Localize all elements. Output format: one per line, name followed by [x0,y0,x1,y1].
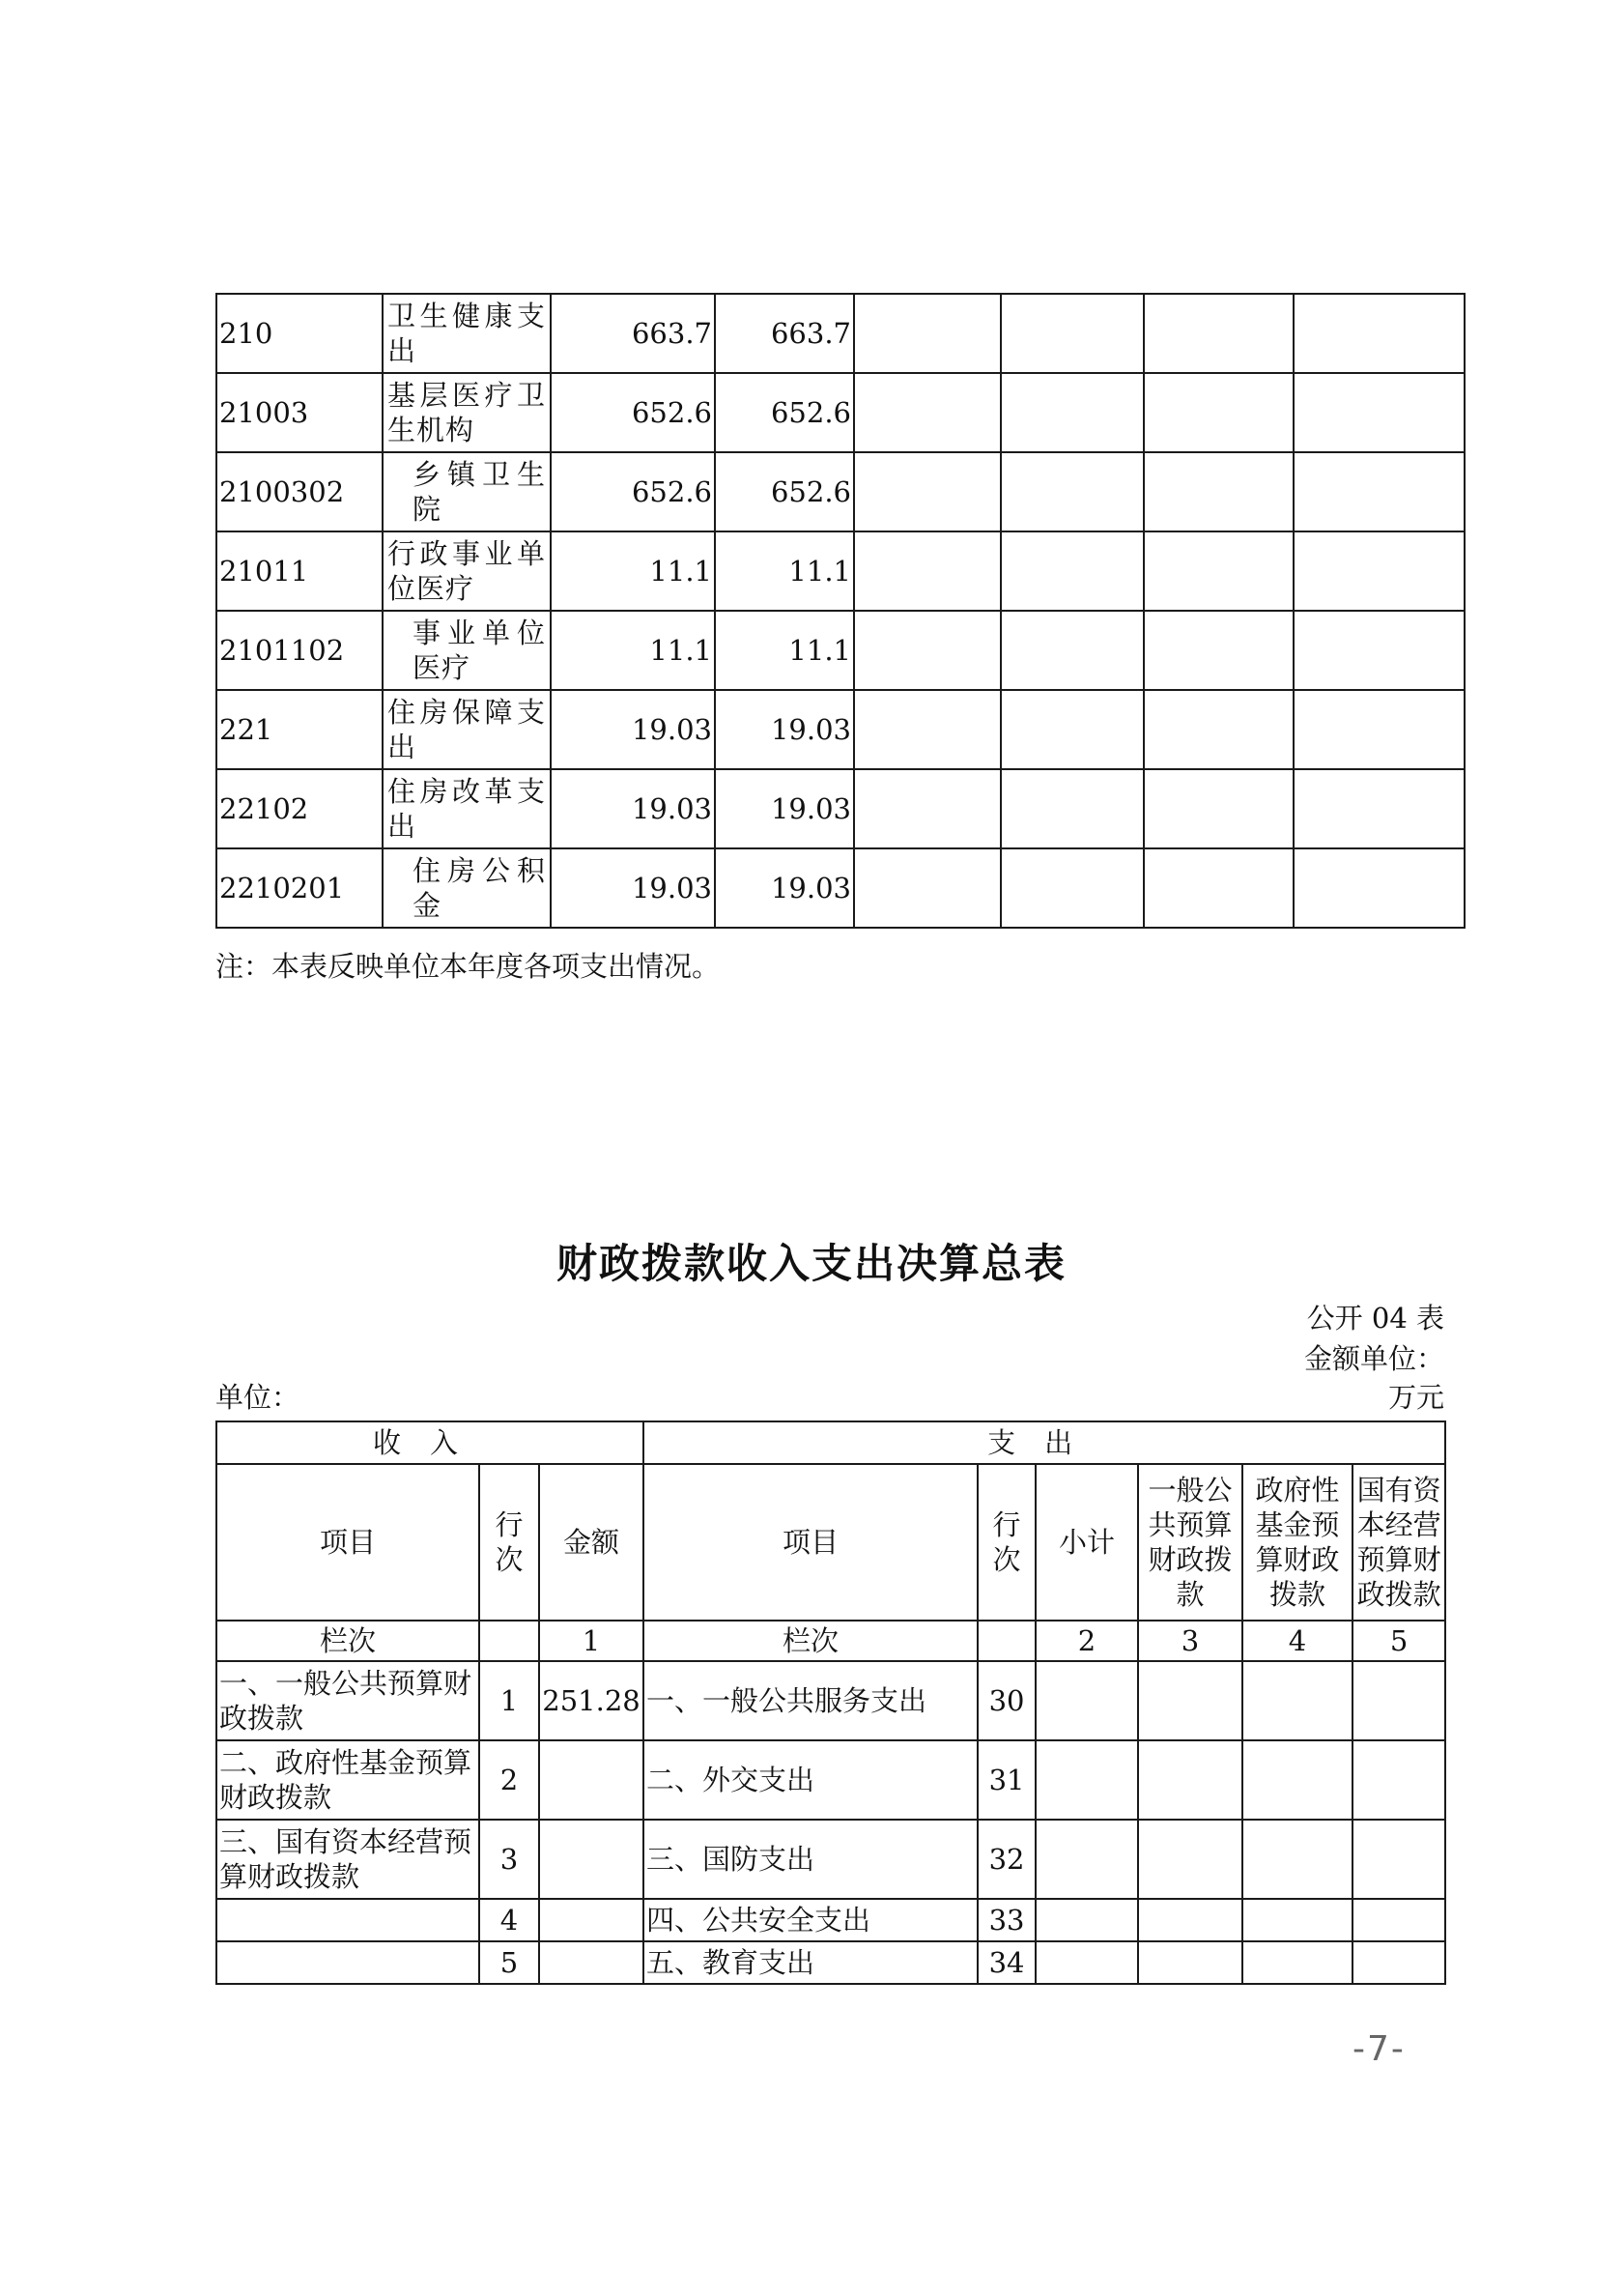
amount-unit-label: 金额单位： [1303,1342,1444,1375]
empty-cell [1294,690,1465,769]
subject-code: 2100302 [216,452,383,531]
empty-cell [1242,1820,1352,1899]
expense-row-no: 33 [978,1899,1036,1941]
subject-code: 21003 [216,373,383,452]
empty-cell [1294,769,1465,848]
table-row [216,769,1465,848]
income-item: 一、一般公共预算财政拨款 [216,1661,479,1740]
subject-name: 基层医疗卫生机构 [383,373,551,452]
empty-cell [1138,1820,1242,1899]
income-item: 二、政府性基金预算财政拨款 [216,1740,479,1820]
empty-cell [1138,1941,1242,1984]
empty-cell [1294,848,1465,928]
empty-cell [1294,294,1465,373]
expense-item: 三、国防支出 [643,1820,978,1899]
general-budget-header: 一般公共预算财政拨款 [1138,1464,1242,1621]
empty-cell [854,611,1001,690]
income-row-no: 2 [479,1740,539,1820]
basic-expense-amount: 11.1 [715,611,854,690]
empty-cell [1001,452,1144,531]
page-title: 财政拨款收入支出决算总表 [555,1240,1067,1287]
income-item: 三、国有资本经营预算财政拨款 [216,1820,479,1899]
empty-cell [1352,1899,1445,1941]
subject-code: 2210201 [216,848,383,928]
income-row-no: 1 [479,1661,539,1740]
income-amount-header: 金额 [539,1464,643,1621]
subject-name: 乡镇卫生院 [383,452,551,531]
subject-name: 卫生健康支出 [383,294,551,373]
empty-cell [1138,1899,1242,1941]
empty-cell [1294,373,1465,452]
total-amount: 11.1 [551,611,715,690]
income-item [216,1941,479,1984]
column-index: 2 [1036,1621,1138,1661]
empty-cell [1144,769,1294,848]
basic-expense-amount: 11.1 [715,531,854,611]
table-row [216,848,1465,928]
column-index: 3 [1138,1621,1242,1661]
empty-cell [1001,294,1144,373]
income-amount [539,1740,643,1820]
income-row-no: 5 [479,1941,539,1984]
expense-row-no: 30 [978,1661,1036,1740]
expense-row-no: 34 [978,1941,1036,1984]
empty-cell [1138,1740,1242,1820]
income-row-no-header: 行次 [479,1464,539,1621]
empty-cell [1036,1941,1138,1984]
empty-cell [854,294,1001,373]
section-header-row [216,1421,1445,1464]
empty-cell [1138,1661,1242,1740]
income-amount [539,1899,643,1941]
column-header-row [216,1464,1445,1621]
subject-code: 2101102 [216,611,383,690]
subtotal-header: 小计 [1036,1464,1138,1621]
empty-cell [1001,769,1144,848]
income-amount [539,1941,643,1984]
empty-cell [1144,848,1294,928]
total-amount: 652.6 [551,373,715,452]
empty-cell [854,452,1001,531]
income-header: 收入 [216,1421,643,1464]
empty-cell [1001,611,1144,690]
empty-cell [854,531,1001,611]
table-note: 注：本表反映单位本年度各项支出情况。 [215,950,721,983]
basic-expense-amount: 663.7 [715,294,854,373]
empty-cell [1294,611,1465,690]
subject-name: 住房公积金 [383,848,551,928]
income-item-header: 项目 [216,1464,479,1621]
table-row [216,1740,1445,1820]
table-row [216,1820,1445,1899]
table-row [216,611,1465,690]
table-row [216,690,1465,769]
basic-expense-amount: 652.6 [715,452,854,531]
empty-cell [1001,373,1144,452]
empty-cell [1242,1941,1352,1984]
basic-expense-amount: 19.03 [715,769,854,848]
column-index: 1 [539,1621,643,1661]
basic-expense-amount: 652.6 [715,373,854,452]
subject-name: 行政事业单位医疗 [383,531,551,611]
expense-detail-table [215,293,1466,929]
column-index-row [216,1621,1445,1661]
empty-cell [1144,373,1294,452]
subject-name: 住房保障支出 [383,690,551,769]
subject-name: 住房改革支出 [383,769,551,848]
fund-budget-header: 政府性基金预算财政拨款 [1242,1464,1352,1621]
subject-name: 事业单位医疗 [383,611,551,690]
lanci-label: 栏次 [643,1621,978,1661]
column-index: 5 [1352,1621,1445,1661]
empty-cell [1144,452,1294,531]
total-amount: 19.03 [551,769,715,848]
basic-expense-amount: 19.03 [715,690,854,769]
subject-code: 21011 [216,531,383,611]
empty-cell [1352,1941,1445,1984]
empty-cell [1036,1820,1138,1899]
empty-cell [1294,531,1465,611]
fiscal-summary-table [215,1421,1446,1985]
empty-cell [1242,1740,1352,1820]
amount-unit-value: 万元 [1387,1381,1444,1414]
total-amount: 19.03 [551,690,715,769]
empty-cell [854,690,1001,769]
table-row [216,1899,1445,1941]
total-amount: 652.6 [551,452,715,531]
income-item [216,1899,479,1941]
empty-cell [1144,611,1294,690]
subject-code: 22102 [216,769,383,848]
income-amount [539,1820,643,1899]
empty-cell [1294,452,1465,531]
empty-cell [1001,848,1144,928]
empty-cell [1036,1740,1138,1820]
expense-item: 四、公共安全支出 [643,1899,978,1941]
table-row [216,452,1465,531]
expense-row-no: 31 [978,1740,1036,1820]
total-amount: 663.7 [551,294,715,373]
empty-cell [479,1621,539,1661]
page-number: -7- [1352,2029,1406,2069]
state-capital-header: 国有资本经营预算财政拨款 [1352,1464,1445,1621]
table-row [216,1941,1445,1984]
empty-cell [1352,1661,1445,1740]
empty-cell [1144,531,1294,611]
expense-header: 支出 [643,1421,1445,1464]
expense-item: 二、外交支出 [643,1740,978,1820]
empty-cell [1144,690,1294,769]
total-amount: 11.1 [551,531,715,611]
table-row [216,1661,1445,1740]
empty-cell [1352,1820,1445,1899]
empty-cell [1036,1661,1138,1740]
empty-cell [854,373,1001,452]
empty-cell [1242,1899,1352,1941]
basic-expense-amount: 19.03 [715,848,854,928]
total-amount: 19.03 [551,848,715,928]
expense-item: 一、一般公共服务支出 [643,1661,978,1740]
lanci-label: 栏次 [216,1621,479,1661]
empty-cell [1144,294,1294,373]
empty-cell [1001,690,1144,769]
income-row-no: 4 [479,1899,539,1941]
column-index: 4 [1242,1621,1352,1661]
empty-cell [1242,1661,1352,1740]
table-number: 公开 04 表 [1306,1302,1444,1335]
subject-code: 210 [216,294,383,373]
empty-cell [1036,1899,1138,1941]
expense-row-no: 32 [978,1820,1036,1899]
table-row [216,294,1465,373]
empty-cell [1352,1740,1445,1820]
expense-row-no-header: 行次 [978,1464,1036,1621]
empty-cell [978,1621,1036,1661]
expense-item-header: 项目 [643,1464,978,1621]
empty-cell [854,848,1001,928]
subject-code: 221 [216,690,383,769]
income-amount: 251.28 [539,1661,643,1740]
empty-cell [1001,531,1144,611]
table-row [216,373,1465,452]
empty-cell [854,769,1001,848]
unit-label: 单位： [215,1381,300,1414]
expense-item: 五、教育支出 [643,1941,978,1984]
income-row-no: 3 [479,1820,539,1899]
table-row [216,531,1465,611]
